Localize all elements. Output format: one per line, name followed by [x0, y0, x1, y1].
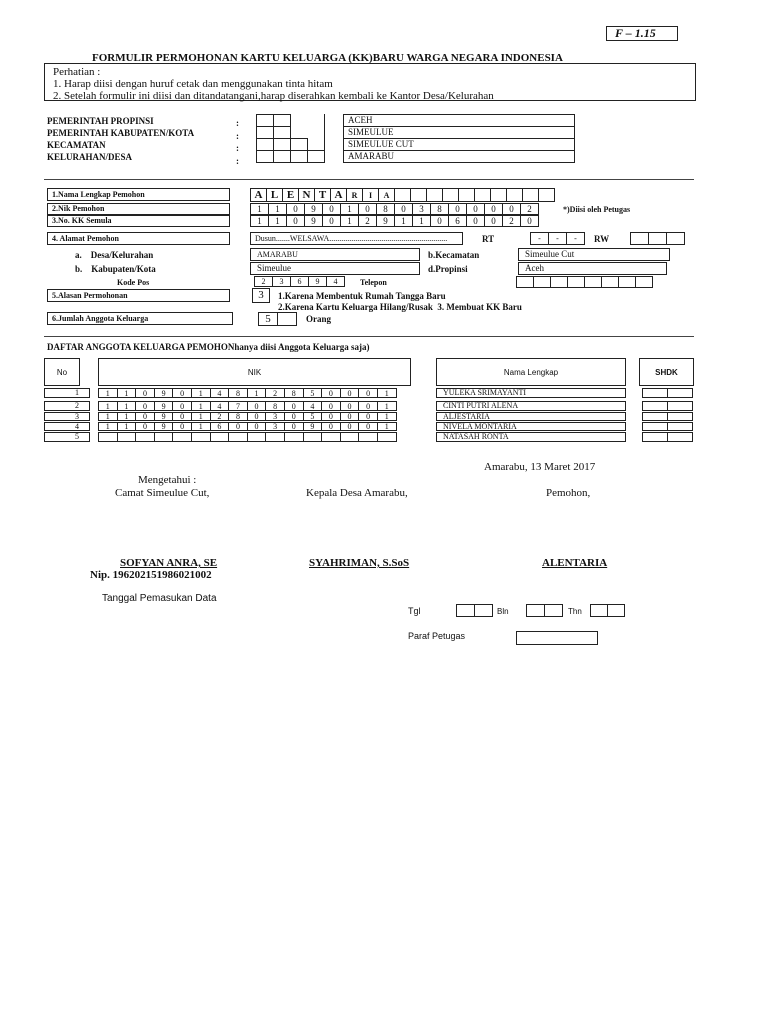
divider	[44, 336, 694, 337]
family-nik-digit[interactable]: 9	[154, 412, 174, 421]
family-nik-digit[interactable]	[210, 432, 230, 442]
family-nik-digit[interactable]: 1	[98, 422, 118, 431]
family-nik-digit[interactable]: 3	[265, 412, 285, 421]
shdk-cell[interactable]	[667, 412, 693, 421]
bln-cell[interactable]	[526, 604, 545, 617]
family-nik-digit[interactable]: 1	[377, 412, 397, 421]
family-nik-digit[interactable]: 1	[191, 422, 211, 431]
family-nik-digit[interactable]: 1	[98, 401, 118, 411]
region-label-kabupaten: PEMERINTAH KABUPATEN/KOTA	[47, 128, 195, 138]
name-char-cell[interactable]: E	[282, 188, 299, 202]
name-cells[interactable]	[250, 188, 554, 202]
family-nik-digit[interactable]	[321, 432, 341, 442]
kabupaten-value[interactable]: SIMEULUE	[343, 126, 575, 139]
tgl-cell[interactable]	[456, 604, 475, 617]
family-nik-digit[interactable]	[172, 432, 192, 442]
family-nik-digit[interactable]: 1	[117, 388, 137, 398]
name-char-cell[interactable]	[394, 188, 411, 202]
family-nik-digit[interactable]: 9	[303, 422, 323, 431]
kk-digit-cell[interactable]: 0	[322, 215, 341, 227]
kk-digit-cell[interactable]: 0	[520, 215, 539, 227]
family-nik-digit[interactable]: 1	[377, 422, 397, 431]
kecamatan-label: b.Kecamatan	[428, 250, 480, 260]
region-values	[343, 114, 575, 163]
family-row-no: 2	[44, 401, 90, 411]
family-nik-digit[interactable]: 0	[284, 422, 304, 431]
name-char-cell[interactable]: L	[266, 188, 283, 202]
family-heading: DAFTAR ANGGOTA KELUARGA PEMOHONhanya diisi Anggota Keluarga saja)	[47, 342, 370, 352]
name-char-cell[interactable]: I	[362, 188, 379, 202]
members-cells[interactable]	[258, 312, 296, 326]
nik-digit-cell[interactable]: 0	[484, 203, 503, 215]
family-nik-digit[interactable]: 0	[172, 422, 192, 431]
rt-cell[interactable]: -	[566, 232, 585, 245]
nik-label: 2.Nik Pemohon	[52, 204, 105, 213]
kodepos-digit-cell[interactable]: 6	[290, 276, 309, 287]
tgl-label: Tgl	[408, 606, 421, 616]
kelurahan-value[interactable]: AMARABU	[343, 150, 575, 163]
region-label-kecamatan: KECAMATAN	[47, 140, 106, 150]
family-nik-digit[interactable]: 1	[191, 401, 211, 411]
family-nik-digit[interactable]: 0	[358, 422, 378, 431]
nik-label-box	[47, 203, 230, 215]
family-nik-digit[interactable]: 2	[265, 388, 285, 398]
paraf-box[interactable]	[516, 631, 598, 645]
family-nik-digit[interactable]	[377, 432, 397, 442]
family-nik-digit[interactable]	[117, 432, 137, 442]
family-nik-digit[interactable]: 1	[191, 412, 211, 421]
family-nik-digit[interactable]: 0	[358, 412, 378, 421]
colon: :	[236, 155, 239, 166]
family-nik-digit[interactable]: 0	[340, 412, 360, 421]
family-nik-digit[interactable]: 0	[284, 401, 304, 411]
nik-digit-cell[interactable]: 0	[502, 203, 521, 215]
family-nik-digit[interactable]: 9	[154, 401, 174, 411]
reason-value[interactable]: 3	[252, 288, 270, 303]
nik-note: *)Diisi oleh Petugas	[563, 205, 631, 214]
kades-name: SYAHRIMAN, S.SoS	[309, 557, 410, 569]
paraf-label: Paraf Petugas	[408, 631, 466, 641]
form-code-box	[606, 26, 678, 41]
family-row-shdk[interactable]	[642, 401, 692, 411]
name-char-cell[interactable]	[538, 188, 555, 202]
shdk-cell[interactable]	[642, 401, 668, 411]
family-nik-digit[interactable]: 9	[154, 422, 174, 431]
nik-digit-cell[interactable]: 1	[340, 203, 359, 215]
nik-digit-cell[interactable]: 1	[268, 203, 287, 215]
region-label-propinsi: PEMERINTAH PROPINSI	[47, 116, 154, 126]
telepon-cell[interactable]	[601, 276, 619, 288]
family-row-shdk[interactable]	[642, 432, 692, 442]
family-nik-digit[interactable]: 0	[135, 422, 155, 431]
col-nik-header	[98, 358, 411, 386]
family-nik-digit[interactable]	[358, 432, 378, 442]
family-nik-digit[interactable]: 0	[172, 388, 192, 398]
telepon-cell[interactable]	[584, 276, 602, 288]
family-nik-digit[interactable]	[247, 432, 267, 442]
family-nik-digit[interactable]	[98, 432, 118, 442]
notice-heading: Perhatian :	[53, 66, 101, 78]
family-row-no: 1	[44, 388, 90, 398]
col-nik-label: NIK	[247, 367, 262, 377]
propinsi-value-field[interactable]: Aceh	[518, 262, 667, 275]
divider	[44, 179, 694, 180]
reason-option1: 1.Karena Membentuk Rumah Tangga Baru	[278, 291, 446, 301]
col-no-label: No	[56, 367, 68, 377]
family-nik-digit[interactable]: 0	[135, 388, 155, 398]
thn-cell[interactable]	[590, 604, 608, 617]
rw-cell[interactable]	[666, 232, 685, 245]
name-char-cell[interactable]: R	[346, 188, 363, 202]
family-nik-digit[interactable]: 0	[340, 388, 360, 398]
family-nik-digit[interactable]: 1	[117, 412, 137, 421]
family-nik-digit[interactable]: 2	[210, 412, 230, 421]
nik-digit-cell[interactable]: 8	[376, 203, 395, 215]
family-nik-digit[interactable]	[228, 432, 248, 442]
shdk-cell[interactable]	[667, 432, 693, 442]
kk-digit-cell[interactable]: 0	[466, 215, 485, 227]
name-char-cell[interactable]	[458, 188, 475, 202]
name-char-cell[interactable]	[522, 188, 539, 202]
thn-cells[interactable]	[590, 604, 624, 617]
mengetahui: Mengetahui :	[138, 474, 197, 486]
name-char-cell[interactable]	[506, 188, 523, 202]
telepon-cell[interactable]	[516, 276, 534, 288]
family-nik-digit[interactable]: 5	[303, 412, 323, 421]
family-nik-digit[interactable]: 0	[284, 412, 304, 421]
family-nik-digit[interactable]: 1	[191, 388, 211, 398]
family-nik-digit[interactable]: 8	[228, 412, 248, 421]
telepon-cell[interactable]	[567, 276, 585, 288]
family-nik-digit[interactable]	[340, 432, 360, 442]
kk-digit-cell[interactable]: 9	[376, 215, 395, 227]
nik-digit-cell[interactable]: 0	[394, 203, 413, 215]
colon: :	[236, 130, 239, 141]
kk-digit-cell[interactable]: 1	[250, 215, 269, 227]
rt-cell[interactable]: -	[548, 232, 567, 245]
family-row-name[interactable]: CINTI PUTRI ALENA	[436, 401, 626, 411]
kecamatan-value-field[interactable]: Simeulue Cut	[518, 248, 670, 261]
desa-label: a. Desa/Kelurahan	[75, 250, 154, 260]
region-code-grid[interactable]	[256, 114, 328, 168]
region-code-cells[interactable]	[256, 114, 328, 164]
kodepos-digit-cell[interactable]: 9	[308, 276, 327, 287]
desa-value[interactable]: AMARABU	[250, 248, 420, 261]
kk-cells[interactable]	[250, 215, 538, 227]
family-row-nik[interactable]	[98, 422, 396, 431]
kk-digit-cell[interactable]: 1	[412, 215, 431, 227]
members-cell-empty[interactable]	[277, 312, 297, 326]
name-char-cell[interactable]	[490, 188, 507, 202]
family-nik-digit[interactable]: 1	[117, 422, 137, 431]
name-label: 1.Nama Lengkap Pemohon	[52, 190, 145, 199]
family-row-shdk[interactable]	[642, 412, 692, 421]
colon: :	[236, 143, 239, 153]
place-date: Amarabu, 13 Maret 2017	[484, 461, 596, 473]
shdk-cell[interactable]	[642, 422, 668, 431]
entry-label: Tanggal Pemasukan Data	[102, 593, 217, 604]
family-nik-digit[interactable]: 0	[358, 388, 378, 398]
bln-cells[interactable]	[526, 604, 562, 617]
kk-digit-cell[interactable]: 9	[304, 215, 323, 227]
nik-digit-cell[interactable]: 0	[322, 203, 341, 215]
rw-cell[interactable]	[648, 232, 667, 245]
family-nik-digit[interactable]	[135, 432, 155, 442]
family-nik-digit[interactable]: 0	[135, 412, 155, 421]
family-nik-digit[interactable]: 1	[377, 401, 397, 411]
telepon-cells[interactable]	[516, 276, 652, 288]
nik-digit-cell[interactable]: 2	[520, 203, 539, 215]
family-nik-digit[interactable]	[191, 432, 211, 442]
kk-digit-cell[interactable]: 0	[430, 215, 449, 227]
telepon-cell[interactable]	[550, 276, 568, 288]
thn-label: Thn	[568, 607, 582, 616]
nik-digit-cell[interactable]: 0	[286, 203, 305, 215]
telepon-label: Telepon	[360, 278, 387, 287]
family-nik-digit[interactable]: 0	[321, 412, 341, 421]
pemohon-name: ALENTARIA	[542, 557, 608, 569]
family-nik-digit[interactable]: 8	[265, 401, 285, 411]
kodepos-cells[interactable]	[254, 276, 344, 287]
shdk-cell[interactable]	[667, 401, 693, 411]
family-nik-digit[interactable]: 0	[247, 422, 267, 431]
kk-digit-cell[interactable]: 2	[502, 215, 521, 227]
family-nik-digit[interactable]: 0	[340, 401, 360, 411]
name-char-cell[interactable]: A	[330, 188, 347, 202]
notice-box	[44, 63, 696, 101]
family-nik-digit[interactable]: 0	[228, 422, 248, 431]
reason-label-box	[47, 289, 230, 302]
family-nik-digit[interactable]	[284, 432, 304, 442]
shdk-cell[interactable]	[642, 432, 668, 442]
rt-cells[interactable]	[530, 232, 584, 245]
members-value[interactable]: 5	[258, 312, 278, 326]
members-label-box	[47, 312, 233, 325]
thn-cell[interactable]	[607, 604, 625, 617]
kk-label-box	[47, 215, 230, 227]
kk-digit-cell[interactable]: 1	[268, 215, 287, 227]
shdk-cell[interactable]	[667, 388, 693, 398]
nik-digit-cell[interactable]: 9	[304, 203, 323, 215]
rw-cell[interactable]	[630, 232, 649, 245]
shdk-cell[interactable]	[642, 388, 668, 398]
family-nik-digit[interactable]	[265, 432, 285, 442]
kades-title: Kepala Desa Amarabu,	[306, 487, 408, 499]
family-nik-digit[interactable]: 0	[247, 412, 267, 421]
kk-digit-cell[interactable]: 2	[358, 215, 377, 227]
kk-digit-cell[interactable]: 6	[448, 215, 467, 227]
nik-digit-cell[interactable]: 8	[430, 203, 449, 215]
camat-title: Camat Simeulue Cut,	[115, 487, 210, 499]
family-nik-digit[interactable]: 5	[303, 388, 323, 398]
family-row-name[interactable]: NATASAH RONTA	[436, 432, 626, 442]
col-no-header	[44, 358, 80, 386]
reason-option2: 2.Karena Kartu Keluarga Hilang/Rusak 3. Membuat KK Baru	[278, 302, 522, 312]
name-char-cell[interactable]	[410, 188, 427, 202]
region-labels	[47, 115, 194, 163]
family-nik-digit[interactable]: 8	[228, 388, 248, 398]
reason-label: 5.Alasan Permohonan	[52, 291, 128, 300]
nik-digit-cell[interactable]: 0	[358, 203, 377, 215]
col-shdk-header	[639, 358, 694, 386]
propinsi-value[interactable]: ACEH	[343, 114, 575, 127]
kabupaten-value-field[interactable]: Simeulue	[250, 262, 420, 275]
family-nik-digit[interactable]: 0	[172, 401, 192, 411]
family-nik-digit[interactable]: 0	[172, 412, 192, 421]
name-char-cell[interactable]: A	[250, 188, 267, 202]
family-nik-digit[interactable]: 1	[247, 388, 267, 398]
kodepos-digit-cell[interactable]: 2	[254, 276, 273, 287]
name-char-cell[interactable]: A	[378, 188, 395, 202]
family-row-name[interactable]: NIVELA MONTARIA	[436, 422, 626, 431]
address-label: 4. Alamat Pemohon	[52, 234, 119, 243]
address-label-box	[47, 232, 230, 245]
family-nik-digit[interactable]: 6	[210, 422, 230, 431]
name-char-cell[interactable]	[426, 188, 443, 202]
members-unit: Orang	[306, 314, 332, 324]
shdk-cell[interactable]	[642, 412, 668, 421]
family-nik-digit[interactable]: 0	[321, 401, 341, 411]
rt-cell[interactable]: -	[530, 232, 549, 245]
propinsi-label: d.Propinsi	[428, 264, 468, 274]
form-code: F – 1.15	[615, 26, 656, 40]
form-title: FORMULIR PERMOHONAN KARTU KELUARGA (KK)BARU WARGA NEGARA INDONESIA	[92, 52, 563, 64]
name-char-cell[interactable]	[474, 188, 491, 202]
nik-cells[interactable]	[250, 203, 538, 215]
nik-digit-cell[interactable]: 0	[448, 203, 467, 215]
family-row-nik[interactable]	[98, 432, 396, 442]
kk-digit-cell[interactable]: 0	[484, 215, 503, 227]
family-row-name[interactable]: ALJESTARIA	[436, 412, 626, 421]
rt-label: RT	[482, 234, 495, 244]
family-nik-digit[interactable]: 1	[377, 388, 397, 398]
family-nik-digit[interactable]: 0	[247, 401, 267, 411]
nik-digit-cell[interactable]: 0	[466, 203, 485, 215]
family-row-shdk[interactable]	[642, 388, 692, 398]
family-nik-digit[interactable]	[154, 432, 174, 442]
bln-cell[interactable]	[544, 604, 563, 617]
kecamatan-value[interactable]: SIMEULUE CUT	[343, 138, 575, 151]
kabupaten-label: b. Kabupaten/Kota	[75, 264, 156, 274]
family-row-no: 5	[44, 432, 90, 442]
kodepos-digit-cell[interactable]: 4	[326, 276, 345, 287]
pemohon-title: Pemohon,	[546, 487, 591, 499]
family-row-no: 4	[44, 422, 90, 431]
region-label-kelurahan: KELURAHAN/DESA	[47, 152, 133, 162]
camat-nip: Nip. 196202151986021002	[90, 569, 212, 581]
kk-label: 3.No. KK Semula	[52, 216, 112, 225]
family-nik-digit[interactable]: 1	[98, 388, 118, 398]
name-char-cell[interactable]: N	[298, 188, 315, 202]
telepon-cell[interactable]	[533, 276, 551, 288]
kk-digit-cell[interactable]: 1	[340, 215, 359, 227]
notice-line2: 2. Setelah formulir ini diisi dan ditandatangani,harap diserahkan kembali ke Kantor Desa/Kelurahan	[53, 90, 494, 102]
family-row-nik[interactable]	[98, 412, 396, 421]
family-nik-digit[interactable]: 8	[284, 388, 304, 398]
family-nik-digit[interactable]: 9	[154, 388, 174, 398]
address-value[interactable]: Dusun.......WELSAWA...........................................................	[250, 232, 463, 245]
family-row-shdk[interactable]	[642, 422, 692, 431]
colon: :	[236, 118, 239, 128]
nik-digit-cell[interactable]: 1	[250, 203, 269, 215]
family-nik-digit[interactable]: 0	[358, 401, 378, 411]
rw-label: RW	[594, 234, 610, 244]
members-label: 6.Jumlah Anggota Keluarga	[52, 314, 149, 323]
family-nik-digit[interactable]: 4	[303, 401, 323, 411]
family-nik-digit[interactable]: 0	[321, 388, 341, 398]
col-name-label: Nama Lengkap	[503, 367, 559, 377]
family-row-no: 3	[44, 412, 90, 421]
family-nik-digit[interactable]: 0	[340, 422, 360, 431]
name-char-cell[interactable]: T	[314, 188, 331, 202]
col-name-header	[436, 358, 626, 386]
family-nik-digit[interactable]: 1	[98, 412, 118, 421]
rw-cells[interactable]	[630, 232, 684, 245]
telepon-cell[interactable]	[635, 276, 653, 288]
family-nik-digit[interactable]	[303, 432, 323, 442]
tgl-cells[interactable]	[456, 604, 492, 617]
family-row-nik[interactable]	[98, 388, 396, 398]
region-colons	[236, 117, 239, 167]
telepon-cell[interactable]	[618, 276, 636, 288]
kk-digit-cell[interactable]: 0	[286, 215, 305, 227]
name-label-box	[47, 188, 230, 201]
family-row-name[interactable]: YULEKA SRIMAYANTI	[436, 388, 626, 398]
family-nik-digit[interactable]: 4	[210, 388, 230, 398]
family-nik-digit[interactable]: 4	[210, 401, 230, 411]
family-nik-digit[interactable]: 1	[117, 401, 137, 411]
kk-digit-cell[interactable]: 1	[394, 215, 413, 227]
tgl-cell[interactable]	[474, 604, 493, 617]
col-shdk-label: SHDK	[655, 367, 678, 377]
shdk-cell[interactable]	[667, 422, 693, 431]
notice-line1: 1. Harap diisi dengan huruf cetak dan menggunakan tinta hitam	[53, 78, 333, 90]
name-char-cell[interactable]	[442, 188, 459, 202]
family-row-nik[interactable]	[98, 401, 396, 411]
family-nik-digit[interactable]: 7	[228, 401, 248, 411]
nik-digit-cell[interactable]: 3	[412, 203, 431, 215]
camat-name: SOFYAN ANRA, SE	[120, 557, 218, 569]
kodepos-digit-cell[interactable]: 3	[272, 276, 291, 287]
family-nik-digit[interactable]: 0	[321, 422, 341, 431]
kodepos-label: Kode Pos	[117, 278, 150, 287]
family-nik-digit[interactable]: 3	[265, 422, 285, 431]
bln-label: Bln	[497, 607, 509, 616]
family-nik-digit[interactable]: 0	[135, 401, 155, 411]
